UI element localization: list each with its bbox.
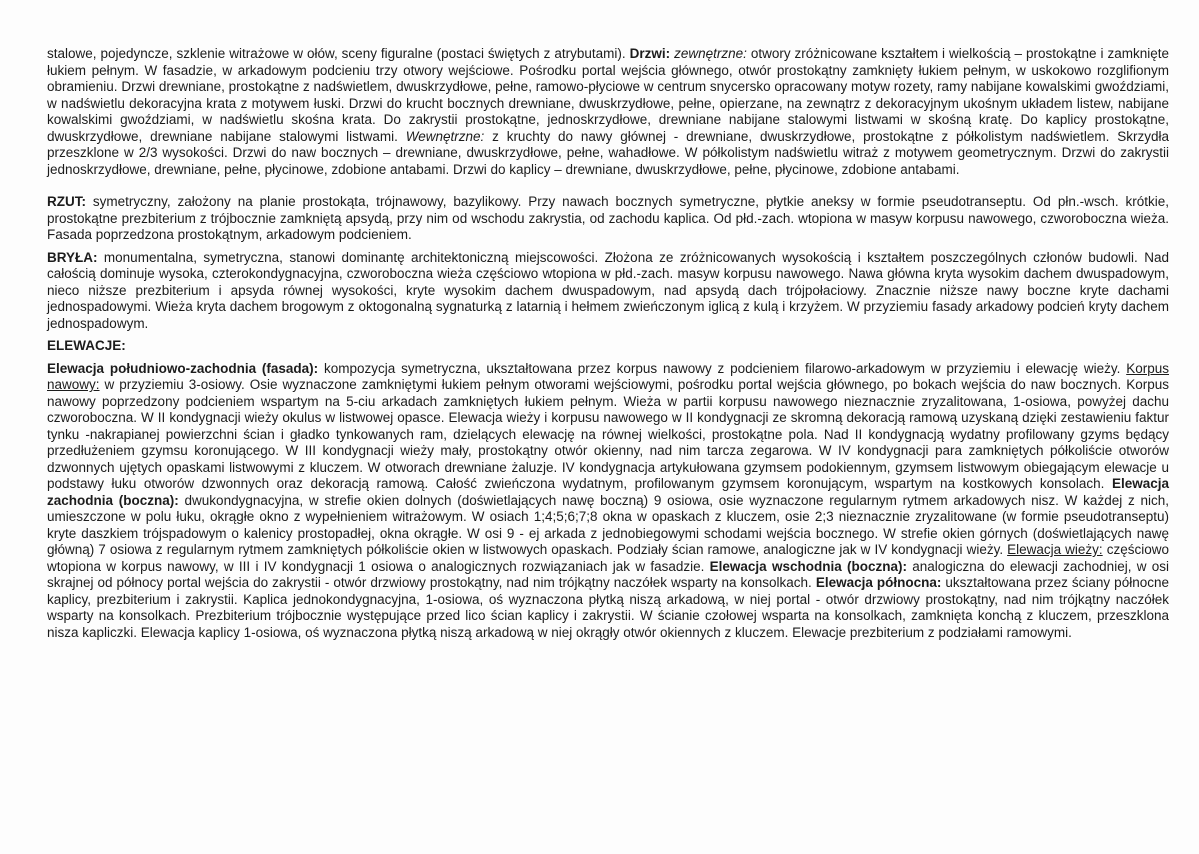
plan-paragraph [47,194,1169,244]
text-run: z kruchty do nawy głównej - drewniane, dwuskrzydłowe, prostokątne z półkolistym nadświetlem. Skrzydła przeszklone w 2/3 wysokości. Drzwi do naw bocznych – drewniane, dwuskrzydłowe, pełne, wahadłowe. W półkolistym nadświetlu witraż z motywem geometrycznym. Drzwi do zakrystii jednoskrzydłowe, drewniane, pełne, płycinowe, zdobione antabami. Drzwi do kaplicy – drewniane, dwuskrzydłowe, pełne, płycinowe, zdobione antabami. [47,128,1169,177]
text-run: symetryczny, założony na planie prostokąta, trójnawowy, bazylikowy. Przy nawach bocznych symetryczne, płytkie aneksy w formie pseudotranseptu. Od płn.-wsch. krótkie, prostokątne prezbiterium z trójbocznie zamkniętą apsydą, przy nim od wschodu zakrystia, od zachodu kaplica. Od płd.-zach. wtopiona w masyw korpusu nawowego, czworoboczna wieża. Fasada poprzedzona prostokątnym, arkadowym podcieniem. [47,194,1169,242]
text-run: częściowo wtopiona w korpus nawowy, w III i IV kondygnacji 1 osiowa o analogicznych rozwiązaniach jak w fasadzie. [47,542,1169,574]
massing-label: BRYŁA: [47,249,98,265]
text-run: otwory zróżnicowane kształtem i wielkością – prostokątne i zamknięte łukiem pełnym. W fasadzie, w arkadowym podcieniu trzy otwory wejściowe. Pośrodku portal wejścia głównego, otwór prostokątny zamknięty łukiem pełnym, w uskokowo rozglifionym obramieniu. Drzwi drewniane, prostokątne z nadświetlem, dwuskrzydłowe, pełne, ramowo-płyciowe w centrum snycersko opracowany motyw rozety, ramy nabijane kowalskimi gwoździami, w nadświetlu dekoracyjna krata z motywem łuski. Drzwi do krucht bocznych drewniane, dwuskrzydłowe, pełne, opierzane, na zewnątrz z dekoracyjnym ukośnym układem listew, nabijane kowalskimi gwoździami, w nadświetlu skośna krata. Do zakrystii prostokątne, jednoskrzydłowe, drewniane nabijane stalowymi listwami w skośną kratę. Do kaplicy prostokątne, dwuskrzydłowe, drewniane nabijane stalowymi listwami. [47,46,1169,144]
doors-paragraph [47,46,1169,178]
text-run: ukształtowana przez ściany północne kaplicy, prezbiterium i zakrystii. Kaplica jednokondygnacyjna, 1-osiowa, oś wyznaczona płytką niszą arkadową, w niej portal - otwór drzwiowy prostokątny, nad nim trójkątny naczółek wsparty na konsolkach. Prezbiterium trójbocznie występujące przed lico ścian kaplicy i zakrystii. W ścianie czołowej wsparta na konsolkach, zamknięta konchą z kluczem, przeszklona nisza kapliczki. Elewacja kaplicy 1-osiowa, oś wyznaczona płytką niszą arkadową w niej okrągły otwór okiennych z kluczem. Elewacje prezbiterium z podziałami ramowymi. [47,575,1169,640]
exterior-label: zewnętrzne: [674,46,747,61]
southwest-elevation-label: Elewacja południowo-zachodnia (fasada): [47,360,319,376]
plan-label: RZUT: [47,194,86,209]
text-run: dwukondygnacyjna, w strefie okien dolnych (doświetlających nawę boczną) 9 osiowa, osie wyznaczone regularnym rytmem arkadowych nisz. W każdej z nich, umieszczone w polu łuku, okrągłe okno z wypełnieniem witrażowym. W osiach 1;4;5;6;7;8 okna w opaskach z kluczem, osie 2;3 nieznacznie zryzalitowane (w formie pseudotranseptu) kryte daszkiem trójspadowym o kalenicy prostopadłej, okna okrągłe. W osi 9 - ej arkada z jednobiegowymi schodami wejścia bocznego. W strefie okien górnych (doświetlających nawę główną) 7 osiowa z regularnym rytmem zamkniętych półkoliście okien w listwowych opaskach. Podziały ścian ramowe, analogiczne jak w IV kondygnacji wieży. [47,492,1170,557]
interior-label: Wewnętrzne: [405,128,485,144]
text-run: monumentalna, symetryczna, stanowi dominantę architektoniczną miejscowości. Złożona ze zróżnicowanych wysokością i kształtem poszczególnych członów budowli. Nad całością dominuje wysoka, czterokondygnacyjna, czworoboczna wieża częściowo wtopiona w płd.-zach. masyw korpusu nawowego. Nawa główna kryta wysokim dachem dwuspadowym, nieco niższe prezbiterium i apsyda równej wysokości, kryte wysokim dachem dwuspadowym, nad apsydą dach trójpołaciowy. Znacznie niższe nawy boczne kryte dachami jednospadowymi. Wieża kryta dachem brogowym z oktogonalną sygnaturką z latarnią i hełmem zwieńczonym iglicą z kulą i krzyżem. W przyziemiu fasady arkadowy podcień kryty dachem jednospadowym. [47,249,1169,331]
text-run: w przyziemiu 3-osiowy. Osie wyznaczone zamkniętymi łukiem pełnym otworami wejściowymi, pośrodku portal wejścia głównego, po bokach wejścia do naw bocznych. Korpus nawowy poprzedzony podcieniem wspartym na 5-ciu arkadach zamkniętych łukiem pełnym. Wieża w partii korpusu nawowego nieznacznie zryzalitowana, 1-osiowa, powyżej dachu czworoboczna. W II kondygnacji wieży okulus w listwowej opasce. Elewacja wieży i korpusu nawowego w II kondygnacji ze skromną dekoracją ramową uzyskaną dzięki zestawieniu faktur tynku -nakrapianej powierzchni ścian i gładko tynkowanych ram, dzielących elewację na równej wielkości, prostokątne pola. Nad II kondygnacją wydatny profilowany gzyms będący przedłużeniem gzymsu koronującego. W III kondygnacji wieży mały, prostokątny otwór okienny, nad nim tarcza zegarowa. W IV kondygnacji para zamkniętych półkoliście otworów dzwonnych ujętych opaskami listwowymi z kluczem. W otworach drewniane żaluzje. IV kondygnacja artykułowana gzymsem podokiennym, gzymsem listwowym obiegającym elewacje u podstawy łuku otworów dzwonnych oraz dekoracją ramową. Całość zwieńczona wydatnym, profilowanym gzymsem koronującym, wspartym na kostkowych konsolach. [47,377,1169,491]
north-elevation-label: Elewacja północna: [815,575,942,590]
nave-body-label: Korpus nawowy: [47,360,1169,392]
elevations-heading: ELEWACJE: [47,338,126,353]
tower-elevation-label: Elewacja wieży: [1007,542,1103,557]
text-run: analogiczna do elewacji zachodniej, w osi skrajnej od północy portal wejścia do zakrystii - otwór drzwiowy prostokątny, nad nim trójkątny naczółek wsparty na konsolkach. [47,558,1169,590]
massing-paragraph [47,250,1169,333]
doors-label: Drzwi: [629,46,671,61]
text-run: kompozycja symetryczna, ukształtowana przez korpus nawowy z podcieniem filarowo-arkadowym w przyziemiu i elewację wieży. [318,360,1127,376]
elevations-paragraph [47,361,1169,642]
west-elevation-label: Elewacja zachodnia (boczna): [47,476,1169,508]
text-run: stalowe, pojedyncze, szklenie witrażowe w ołów, sceny figuralne (postaci świętych z atrybutami). [47,46,630,61]
document-body [47,46,1169,641]
east-elevation-label: Elewacja wschodnia (boczna): [709,558,907,574]
